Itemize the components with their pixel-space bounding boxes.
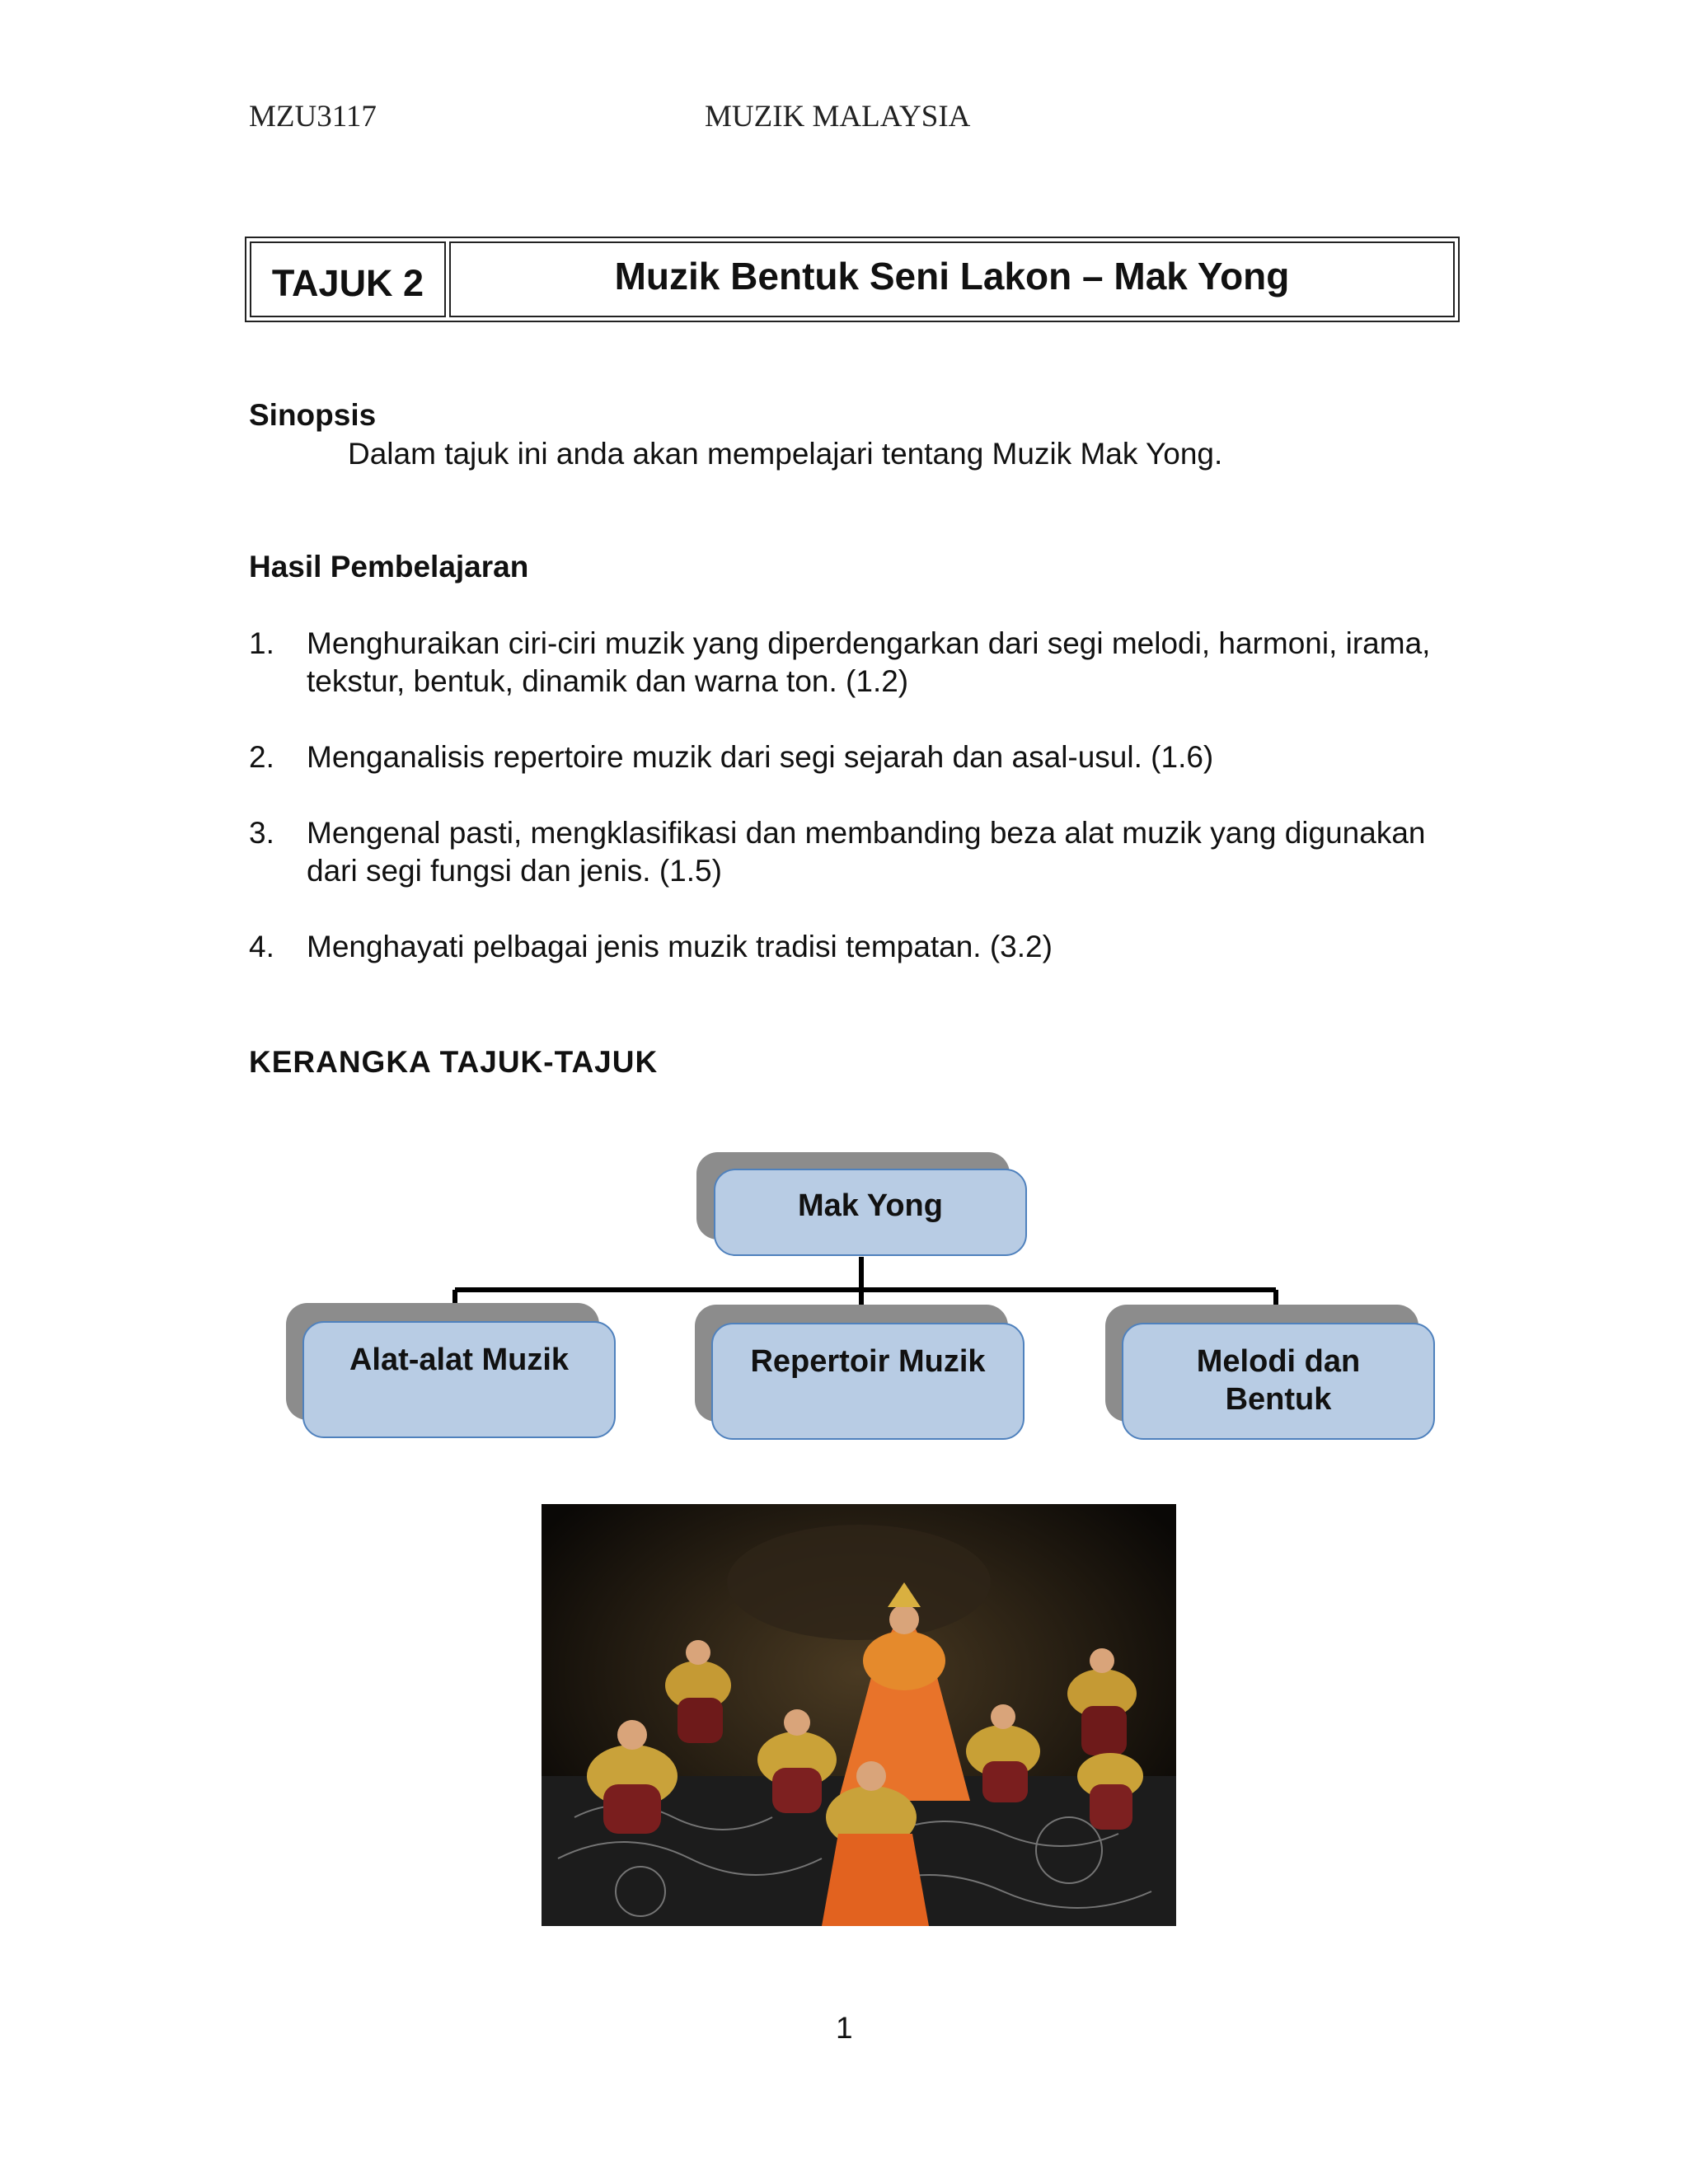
list-text: Mengenal pasti, mengklasifikasi dan membanding beza alat muzik yang digunakan dari segi fungsi dan jenis. (1.5) — [307, 816, 1426, 888]
node-child-3: Melodi dan Bentuk — [1122, 1323, 1435, 1440]
framework-heading: KERANGKA TAJUK-TAJUK — [249, 1045, 659, 1079]
list-number: 4. — [249, 930, 274, 963]
node-root: Mak Yong — [714, 1169, 1027, 1256]
synopsis-heading: Sinopsis — [249, 398, 377, 432]
synopsis-text: Dalam tajuk ini anda akan mempelajari tentang Muzik Mak Yong. — [348, 437, 1223, 471]
page-number: 1 — [836, 2011, 853, 2045]
list-number: 2. — [249, 740, 274, 774]
topic-label: TAJUK 2 — [250, 241, 446, 317]
topic-title-box — [245, 237, 1460, 322]
performance-scene — [542, 1504, 1176, 1926]
header-course-title: MUZIK MALAYSIA — [705, 100, 971, 134]
list-item — [249, 928, 1452, 966]
list-item — [249, 738, 1452, 776]
list-item — [249, 814, 1452, 890]
outcomes-heading: Hasil Pembelajaran — [249, 550, 529, 583]
list-item — [249, 625, 1452, 701]
topic-title: Muzik Bentuk Seni Lakon – Mak Yong — [449, 241, 1455, 317]
list-text: Menganalisis repertoire muzik dari segi sejarah dan asal-usul. (1.6) — [307, 740, 1214, 774]
mak-yong-performance-photo — [542, 1504, 1176, 1926]
header-course-code: MZU3117 — [249, 100, 377, 134]
outcomes-list — [249, 625, 1452, 1004]
list-text: Menghuraikan ciri-ciri muzik yang diperdengarkan dari segi melodi, harmoni, irama, tekstur, bentuk, dinamik dan warna ton. (1.2) — [307, 626, 1431, 698]
list-number: 3. — [249, 816, 274, 850]
node-child-2: Repertoir Muzik — [711, 1323, 1025, 1440]
node-child-1: Alat-alat Muzik — [302, 1321, 616, 1438]
list-number: 1. — [249, 626, 274, 660]
list-text: Menghayati pelbagai jenis muzik tradisi tempatan. (3.2) — [307, 930, 1053, 963]
